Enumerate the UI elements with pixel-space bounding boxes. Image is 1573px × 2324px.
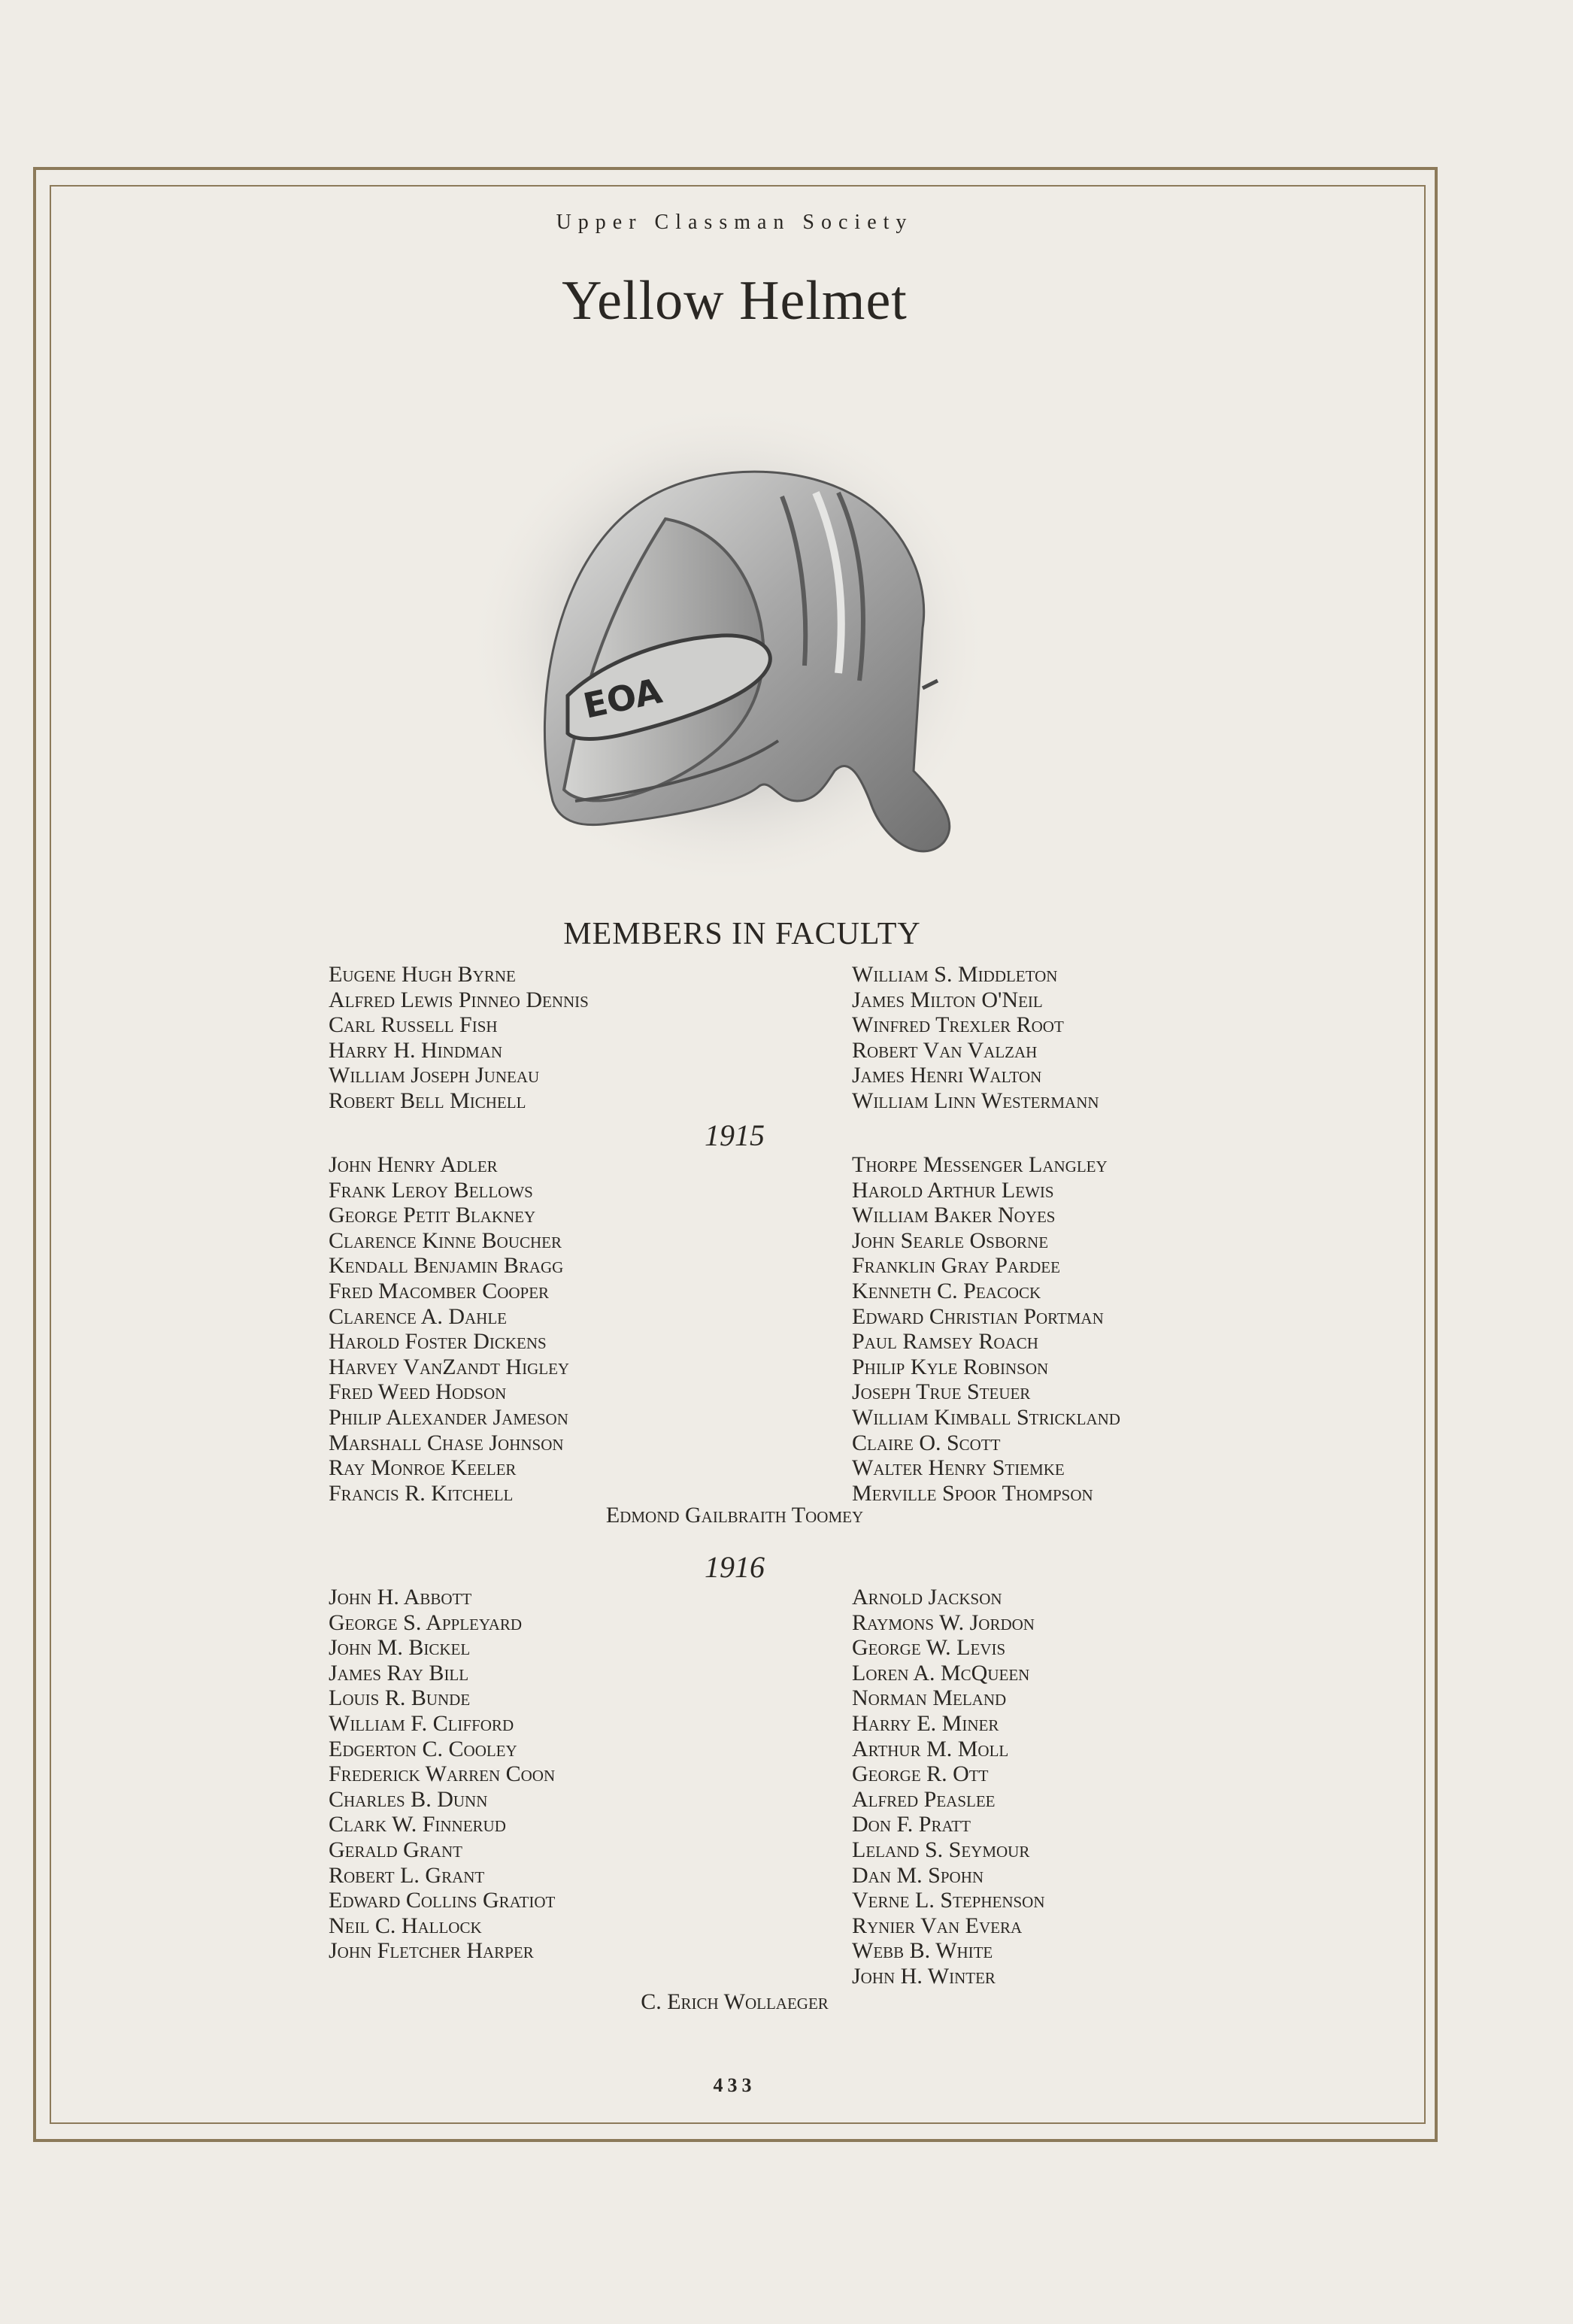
list-item: Fred Macomber Cooper — [329, 1278, 550, 1303]
class-1915-heading: 1915 — [705, 1118, 765, 1152]
list-item: George R. Ott — [852, 1761, 989, 1787]
list-item: Arthur M. Moll — [852, 1736, 1009, 1761]
list-item: Harvey VanZandt Higley — [329, 1354, 570, 1379]
list-item: Charles B. Dunn — [329, 1786, 488, 1812]
list-item: William Joseph Juneau — [329, 1063, 540, 1088]
list-item: Edward Collins Gratiot — [329, 1888, 556, 1913]
list-item: William Linn Westermann — [852, 1088, 1099, 1113]
list-item: Robert Bell Michell — [329, 1088, 526, 1113]
emblem-inscription: EOA — [580, 670, 665, 727]
helmet-emblem-graphic — [462, 380, 996, 876]
list-item: George W. Levis — [852, 1635, 1006, 1661]
list-item: Marshall Chase Johnson — [329, 1430, 564, 1455]
list-item: Clarence Kinne Boucher — [329, 1227, 562, 1253]
list-item: Raymons W. Jordon — [852, 1610, 1035, 1635]
class-1915-centered-name: Edmond Gailbraith Toomey — [605, 1503, 864, 1528]
list-item: Walter Henry Stiemke — [852, 1455, 1065, 1481]
list-item: Frederick Warren Coon — [329, 1761, 556, 1787]
list-item: William S. Middleton — [852, 962, 1058, 987]
list-item: Harold Arthur Lewis — [852, 1177, 1054, 1203]
list-item: Loren A. McQueen — [852, 1660, 1030, 1685]
list-item: Francis R. Kitchell — [329, 1480, 514, 1506]
list-item: William Kimball Strickland — [852, 1404, 1120, 1430]
faculty-left-column — [329, 962, 589, 1114]
list-item: Merville Spoor Thompson — [852, 1480, 1093, 1506]
list-item: Paul Ramsey Roach — [852, 1329, 1038, 1355]
list-item: Alfred Lewis Pinneo Dennis — [329, 987, 589, 1012]
list-item: Norman Meland — [852, 1685, 1007, 1711]
list-item: James Henri Walton — [852, 1063, 1042, 1088]
list-item: Fred Weed Hodson — [329, 1379, 507, 1405]
class-1916-left-column — [329, 1585, 555, 1964]
list-item: Carl Russell Fish — [329, 1012, 498, 1038]
list-item: Harry H. Hindman — [329, 1037, 503, 1063]
list-item: John H. Abbott — [329, 1585, 472, 1610]
list-item: Verne L. Stephenson — [852, 1888, 1045, 1913]
list-item: John Henry Adler — [329, 1152, 498, 1177]
list-item: Rynier Van Evera — [852, 1913, 1023, 1938]
list-item: Webb B. White — [852, 1938, 993, 1964]
list-item: George S. Appleyard — [329, 1610, 523, 1635]
list-item: Ray Monroe Keeler — [329, 1455, 517, 1481]
faculty-heading: MEMBERS IN FACULTY — [563, 917, 921, 951]
faculty-right-column — [852, 962, 1099, 1114]
list-item: Claire O. Scott — [852, 1430, 1001, 1455]
list-item: Eugene Hugh Byrne — [329, 962, 516, 987]
list-item: Joseph True Steuer — [852, 1379, 1031, 1405]
list-item: Arnold Jackson — [852, 1585, 1002, 1610]
list-item: George Petit Blakney — [329, 1203, 536, 1228]
list-item: John Searle Osborne — [852, 1227, 1049, 1253]
list-item: Leland S. Seymour — [852, 1837, 1030, 1862]
list-item: John Fletcher Harper — [329, 1938, 534, 1964]
list-item: Louis R. Bunde — [329, 1685, 471, 1711]
list-item: Don F. Pratt — [852, 1812, 971, 1837]
class-1916-right-column — [852, 1585, 1045, 1989]
list-item: Dan M. Spohn — [852, 1862, 984, 1888]
list-item: John H. Winter — [852, 1963, 996, 1989]
list-item: Edward Christian Portman — [852, 1303, 1104, 1329]
page-number: 433 — [713, 2074, 756, 2096]
list-item: Clarence A. Dahle — [329, 1303, 507, 1329]
list-item: Harry E. Miner — [852, 1710, 999, 1736]
list-item: Alfred Peaslee — [852, 1786, 996, 1812]
list-item: Philip Kyle Robinson — [852, 1354, 1049, 1379]
list-item: Philip Alexander Jameson — [329, 1404, 568, 1430]
list-item: Winfred Trexler Root — [852, 1012, 1064, 1038]
list-item: Gerald Grant — [329, 1837, 462, 1862]
list-item: William F. Clifford — [329, 1710, 514, 1736]
class-1915-right-column — [852, 1152, 1120, 1506]
list-item: Kenneth C. Peacock — [852, 1278, 1041, 1303]
list-item: Thorpe Messenger Langley — [852, 1152, 1108, 1177]
list-item: Clark W. Finnerud — [329, 1812, 506, 1837]
list-item: James Milton O'Neil — [852, 987, 1043, 1012]
list-item: Robert L. Grant — [329, 1862, 485, 1888]
list-item: Kendall Benjamin Bragg — [329, 1253, 564, 1279]
list-item: Harold Foster Dickens — [329, 1329, 547, 1355]
list-item: Neil C. Hallock — [329, 1913, 482, 1938]
list-item: William Baker Noyes — [852, 1203, 1056, 1228]
society-type-label: Upper Classman Society — [556, 211, 914, 234]
class-1916-heading: 1916 — [705, 1550, 765, 1584]
helmet-pin-icon — [462, 380, 996, 876]
list-item: Franklin Gray Pardee — [852, 1253, 1060, 1279]
class-1916-centered-name: C. Erich Wollaeger — [641, 1989, 829, 2014]
class-1915-left-column — [329, 1152, 569, 1506]
list-item: John M. Bickel — [329, 1635, 471, 1661]
list-item: James Ray Bill — [329, 1660, 469, 1685]
page-title: Yellow Helmet — [562, 270, 908, 332]
list-item: Robert Van Valzah — [852, 1037, 1038, 1063]
list-item: Frank Leroy Bellows — [329, 1177, 533, 1203]
list-item: Edgerton C. Cooley — [329, 1736, 517, 1761]
